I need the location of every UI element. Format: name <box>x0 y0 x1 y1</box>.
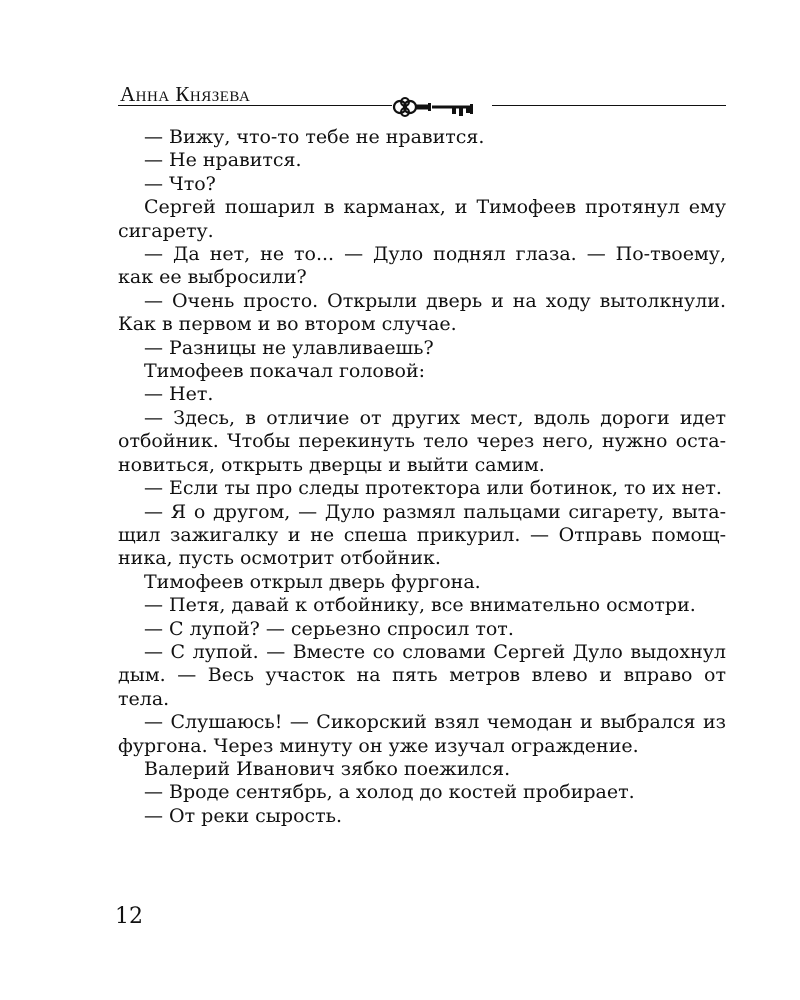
paragraph: Тимофеев открыл дверь фургона. <box>144 570 481 593</box>
paragraph: Тимофеев покачал головой: <box>144 360 426 383</box>
paragraph: — Нет. <box>144 383 214 406</box>
paragraph: — Разницы не улавливаешь? <box>144 336 434 359</box>
paragraph: — С лупой. — Вместе со словами Сергей Дуло выдохнул дым. — Весь участок на пять метров влево и вправо от тела. <box>118 640 726 710</box>
paragraph: — Петя, давай к отбойнику, все внимательно осмотри. <box>144 594 696 617</box>
paragraph: — С лупой? — серьезно спросил тот. <box>144 617 514 640</box>
key-icon <box>392 93 492 121</box>
paragraph: — Вижу, что-то тебе не нравится. <box>144 126 485 148</box>
paragraph: — Что? <box>144 172 216 195</box>
paragraph: — Вроде сентябрь, а холод до костей пробирает. <box>144 781 635 804</box>
paragraph: — Я о другом, — Дуло размял пальцами сигарету, вытащил зажигалку и не спеша прикурил. — Отправь помощника, пусть осмотрит отбойник. <box>118 500 726 570</box>
page-number: 12 <box>115 904 143 929</box>
paragraph: — Очень просто. Открыли дверь и на ходу вытолкнули. Как в первом и во втором случае. <box>118 289 726 336</box>
paragraph: Валерий Иванович зябко поежился. <box>144 757 511 780</box>
paragraph: Сергей пошарил в карманах, и Тимофеев протянул ему сигарету. <box>118 196 726 242</box>
paragraph: — От реки сырость. <box>144 804 343 827</box>
author-name: Анна Князева <box>120 82 251 106</box>
running-header <box>118 80 726 110</box>
paragraph: — Слушаюсь! — Сикорский взял чемодан и выбрался из фургона. Через минуту он уже изучал ограждение. <box>118 711 726 757</box>
paragraph: — Да нет, не то... — Дуло поднял глаза. — По-твоему, как ее выбросили? <box>118 243 726 289</box>
body-text <box>118 126 726 828</box>
paragraph: — Если ты про следы протектора или ботинок, то их нет. <box>144 477 722 500</box>
paragraph: — Здесь, в отличие от других мест, вдоль дороги идет отбойник. Чтобы перекинуть тело через него, нужно остановиться, открыть дверцы и выйти самим. <box>118 406 726 476</box>
paragraph: — Не нравится. <box>144 149 302 172</box>
